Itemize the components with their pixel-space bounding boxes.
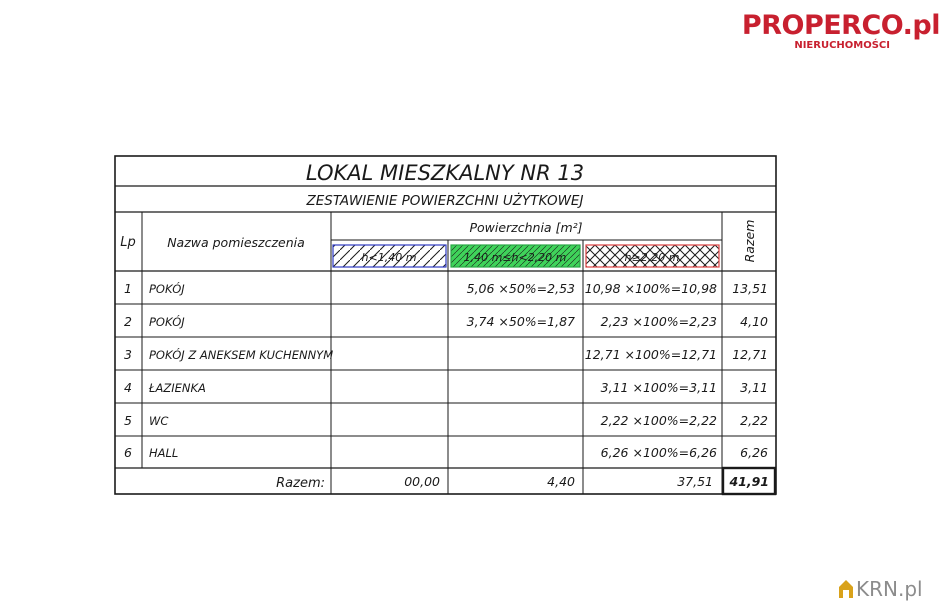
row-area-high: 6,26 ×100%=6,26: [600, 445, 717, 460]
row-area-high: 10,98 ×100%=10,98: [584, 281, 717, 296]
row-room-name: POKÓJ: [149, 315, 185, 329]
row-total: 12,71: [732, 347, 768, 362]
table-row: [124, 347, 768, 362]
table-row: [124, 281, 768, 296]
logo-subtitle: NIERUCHOMOŚCI: [794, 40, 890, 51]
totals-low: 00,00: [404, 474, 440, 489]
header-total: Razem: [742, 219, 757, 263]
table-row: [124, 445, 768, 460]
totals-mid: 4,40: [547, 474, 575, 489]
house-icon: [838, 579, 854, 599]
totals-label: Razem:: [276, 476, 325, 491]
row-area-mid: 3,74 ×50%=1,87: [466, 314, 575, 329]
header-band-mid: 1,40 m≤h<2,20 m: [463, 251, 567, 264]
header-band-low: h<1,40 m: [361, 251, 417, 264]
row-total: 2,22: [740, 413, 768, 428]
grand-total: 41,91: [729, 474, 769, 489]
row-area-mid: 5,06 ×50%=2,53: [466, 281, 575, 296]
row-lp: 3: [124, 347, 132, 362]
header-area: Powierzchnia [m²]: [469, 220, 583, 235]
row-area-high: 3,11 ×100%=3,11: [600, 380, 717, 395]
header-band-high: h≥2,20 m: [624, 251, 680, 264]
row-area-high: 2,23 ×100%=2,23: [600, 314, 717, 329]
row-area-high: 2,22 ×100%=2,22: [600, 413, 717, 428]
row-room-name: WC: [149, 414, 169, 428]
table-title: LOKAL MIESZKALNY NR 13: [305, 161, 585, 185]
row-lp: 5: [124, 413, 132, 428]
header-name: Nazwa pomieszczenia: [167, 235, 305, 250]
row-total: 6,26: [740, 445, 768, 460]
logo-text: PROPERCO.pl: [741, 10, 940, 41]
header-lp: Lp: [120, 235, 136, 250]
row-total: 4,10: [740, 314, 768, 329]
row-room-name: POKÓJ Z ANEKSEM KUCHENNYM: [149, 348, 334, 362]
row-lp: 4: [124, 380, 132, 395]
row-lp: 1: [124, 281, 132, 296]
watermark-text: KRN.pl: [856, 577, 923, 601]
table-row: [124, 314, 768, 329]
row-total: 3,11: [740, 380, 768, 395]
totals-high: 37,51: [677, 474, 713, 489]
row-total: 13,51: [732, 281, 768, 296]
row-room-name: ŁAZIENKA: [149, 381, 206, 395]
row-area-high: 12,71 ×100%=12,71: [584, 347, 717, 362]
row-room-name: POKÓJ: [149, 282, 185, 296]
table-row: [124, 380, 768, 395]
row-lp: 2: [124, 314, 132, 329]
totals-row: [276, 474, 769, 491]
table-subtitle: ZESTAWIENIE POWIERZCHNI UŻYTKOWEJ: [306, 193, 584, 209]
krn-watermark: [838, 575, 923, 603]
table-row: [124, 413, 768, 428]
row-lp: 6: [124, 445, 132, 460]
row-room-name: HALL: [149, 446, 179, 460]
